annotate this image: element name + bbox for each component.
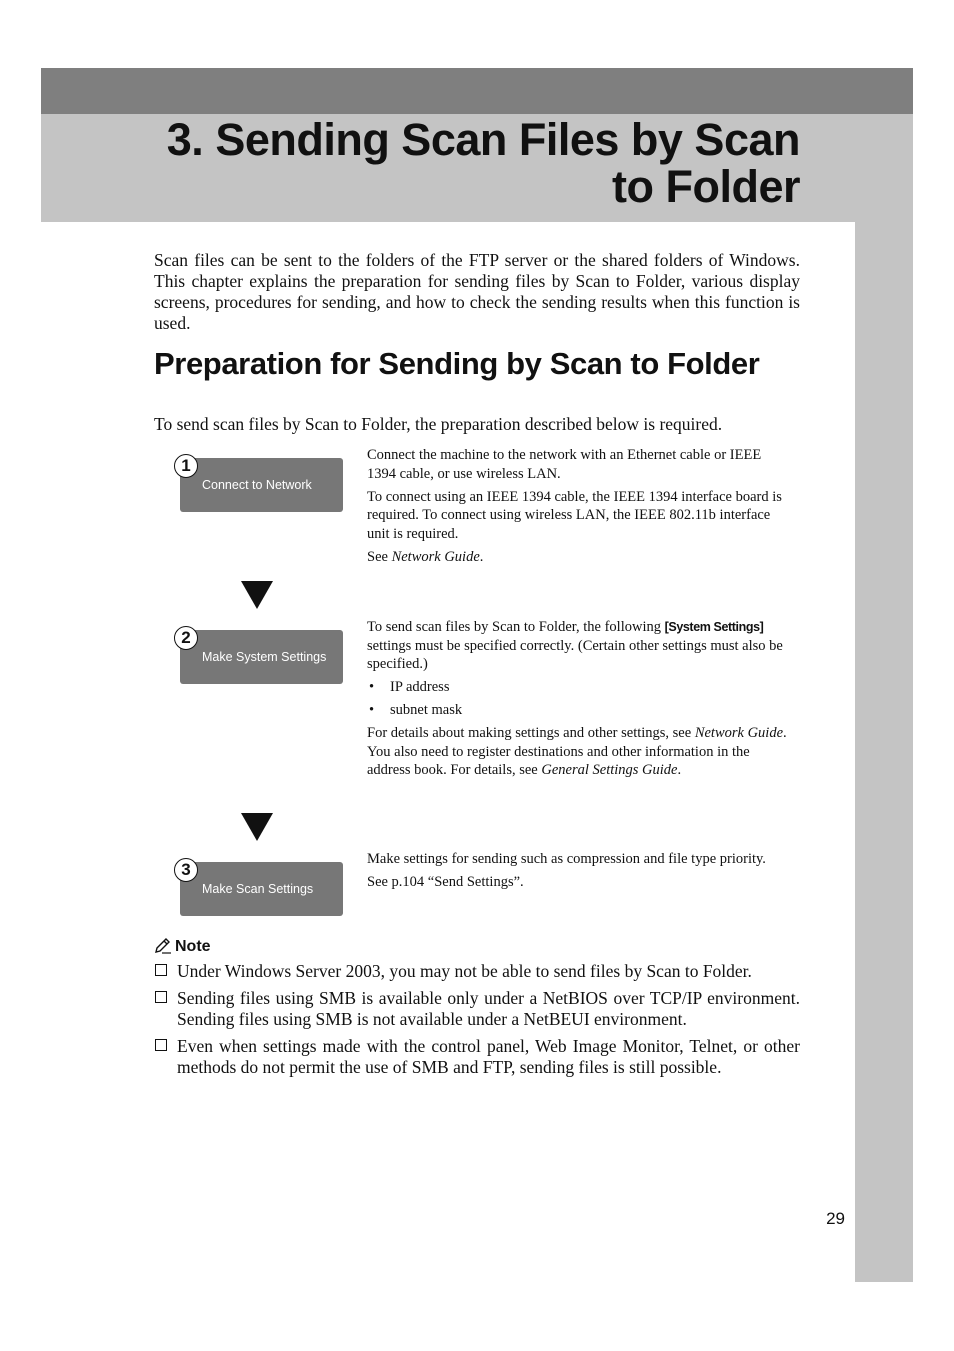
step-3-para-2: See p.104 “Send Settings”. [367,874,524,890]
bullet-text: IP address [390,679,450,695]
bullet-icon: • [369,679,375,695]
header-band-dark [41,68,913,114]
step-2-para-1 [367,618,793,674]
step-1-para-1: Connect the machine to the network with an Ethernet cable or IEEE 1394 cable, or use wireless LAN. [367,447,762,482]
system-settings-key: [System Settings] [664,620,764,634]
step-2-bullet-list [367,678,793,720]
step-3-para-1: Make settings for sending such as compression and file type priority. [367,851,766,867]
step-3-description [367,850,793,896]
list-item [154,1036,800,1078]
step-number-3: 3 [174,858,198,882]
step-box-connect-to-network: Connect to Network [180,458,343,512]
step-box-make-system-settings: Make System Settings [180,630,343,684]
note-heading [154,936,211,958]
bullet-icon: • [369,702,375,718]
step-1-see-suffix: . [479,548,484,565]
flow-arrow-down-icon [241,581,273,609]
step-box-make-scan-settings: Make Scan Settings [180,862,343,916]
network-guide-ref: Network Guide [694,725,784,741]
general-settings-guide-ref: General Settings Guide [541,762,678,778]
note-item-text: Even when settings made with the control panel, Web Image Monitor, Telnet, or other methods do not permit the use of SMB and FTP, sending files is still possible. [177,1036,800,1077]
list-item [367,678,793,697]
checkbox-bullet-icon [155,1039,167,1051]
step-number-2: 2 [174,626,198,650]
side-thumb-tab [855,222,913,1282]
section-heading: Preparation for Sending by Scan to Folder [154,346,760,381]
list-item [154,988,800,1030]
step-2-para-1-a: To send scan files by Scan to Folder, the following [367,619,665,635]
step-2-para-2 [367,724,793,780]
step-2-para-2-a: For details about making settings and other settings, see [367,725,695,741]
step-2-para-2-c: . [677,762,682,778]
note-item-text: Sending files using SMB is available only under a NetBIOS over TCP/IP environment. Sending files using SMB is not available under a NetBEUI environment. [177,988,800,1029]
requirement-paragraph: To send scan files by Scan to Folder, the preparation described below is required. [154,414,723,434]
note-list [154,961,800,1084]
step-2-para-2-b: . You also need to register destinations and other information in the address book. For details, see [367,725,787,778]
flow-arrow-down-icon [241,813,273,841]
chapter-title-line1: 3. Sending Scan Files by Scan [166,114,800,165]
step-1-para-2: To connect using an IEEE 1394 cable, the IEEE 1394 interface board is required. To connect using wireless LAN, the IEEE 802.11b interface unit is required. [367,488,782,542]
step-number-1: 1 [174,454,198,478]
note-item-text: Under Windows Server 2003, you may not be able to send files by Scan to Folder. [177,961,752,981]
list-item [154,961,800,982]
checkbox-bullet-icon [155,964,167,976]
step-2-para-1-b: settings must be specified correctly. (Certain other settings must also be specified.) [367,637,783,672]
note-heading-text: Note [175,938,211,955]
step-1-see [367,548,793,567]
step-1-see-ref: Network Guide [391,548,480,565]
step-1-description [367,446,793,571]
bullet-text: subnet mask [390,702,463,718]
step-2-description [367,618,793,784]
list-item [367,701,793,720]
intro-paragraph: Scan files can be sent to the folders of the FTP server or the shared folders of Windows. This chapter explains the preparation for sending files by Scan to Folder, various display screens, procedures for sending, and how to check the sending results when this function is used. [154,250,800,333]
step-1-see-prefix: See [367,548,392,565]
pencil-icon [154,938,172,954]
page-number: 29 [826,1209,845,1228]
chapter-title-line2: to Folder [612,161,800,212]
checkbox-bullet-icon [155,991,167,1003]
chapter-title [150,116,800,210]
